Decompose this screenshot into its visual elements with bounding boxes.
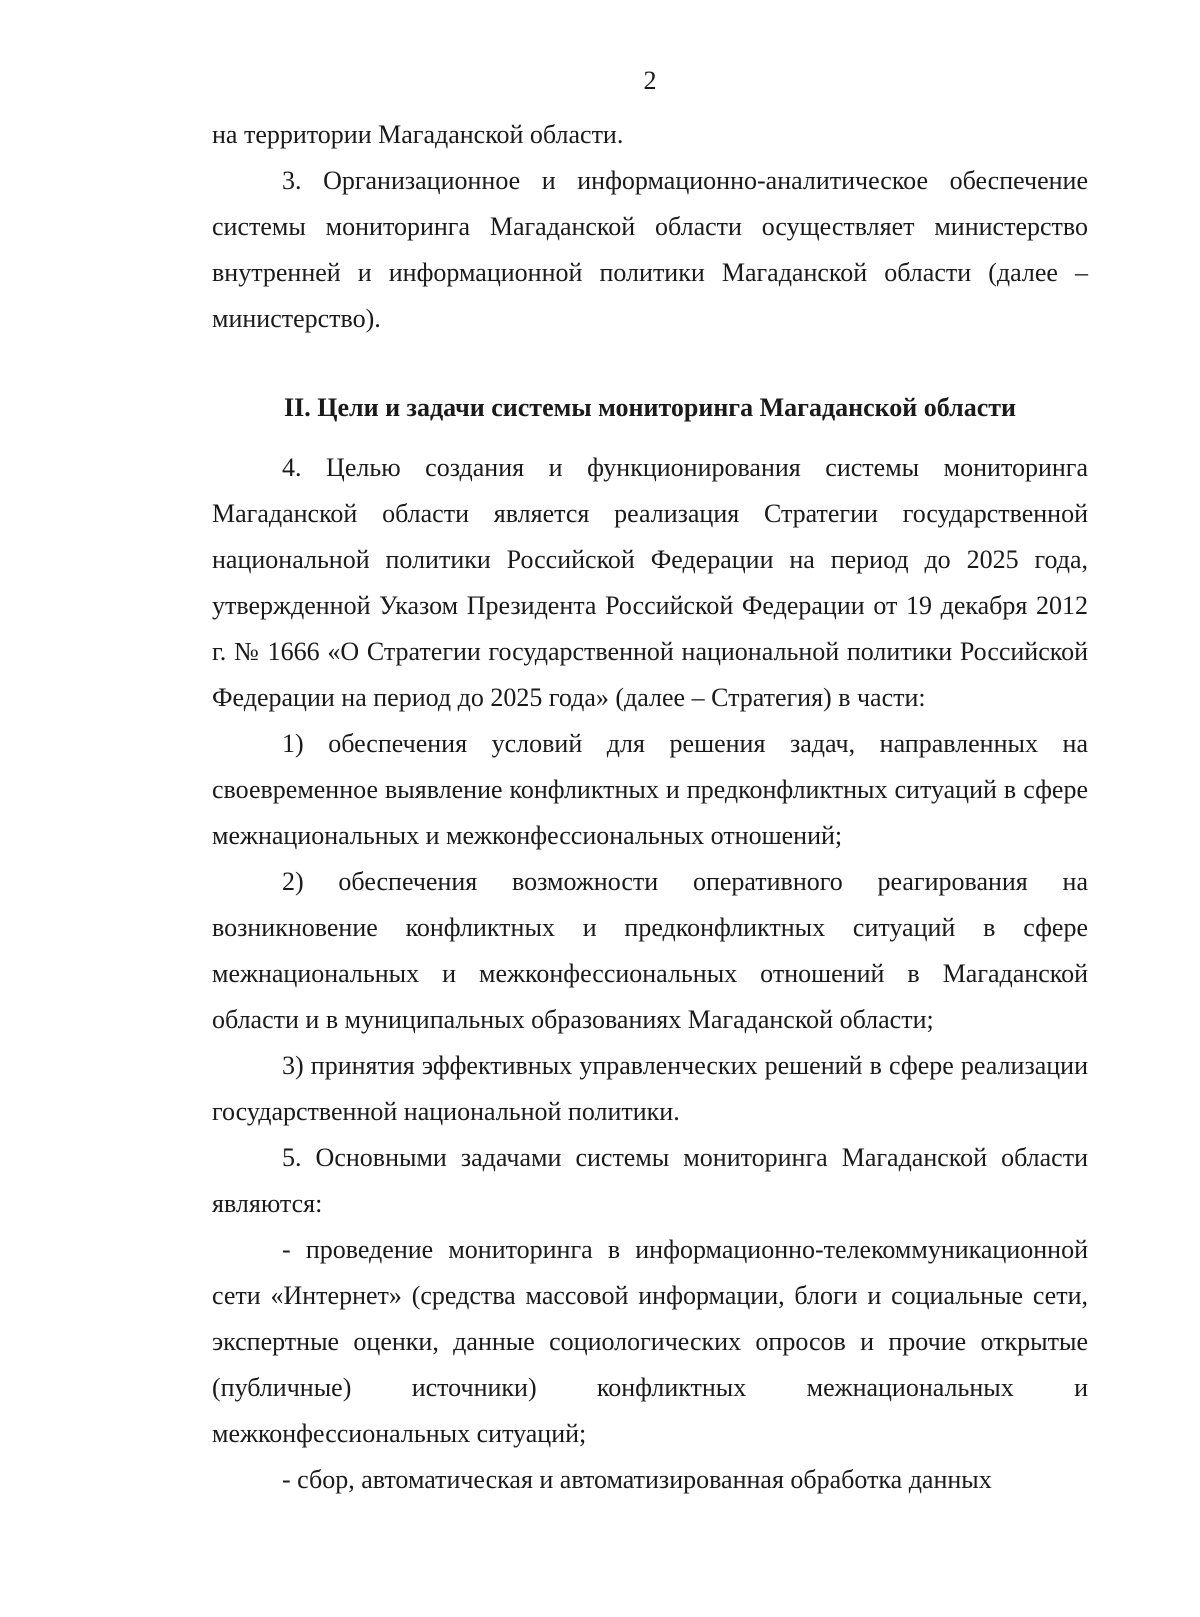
paragraph-subitem-1: 1) обеспечения условий для решения задач, направленных на своевременное выявление конфликтных и предконфликтных ситуаций в сфере межнациональных и межконфессиональных отношений; <box>212 729 1088 850</box>
paragraph-continuation: на территории Магаданской области. <box>212 120 624 149</box>
paragraph-item-3: 3. Организационное и информационно-аналитическое обеспечение системы мониторинга Магаданской области осуществляет министерство внутренней и информационной политики Магаданской области (далее – министерство). <box>212 166 1088 333</box>
paragraph-item-4: 4. Целью создания и функционирования системы мониторинга Магаданской области является реализация Стратегии государственной национальной политики Российской Федерации на период до 2025 года, утвержденной Указом Президента Российской Федерации от 19 декабря 2012 г. № 1666 «О Стратегии государственной национальной политики Российской Федерации на период до 2025 года» (далее – Стратегия) в части: <box>212 453 1088 712</box>
paragraph-task-data-collection: - сбор, автоматическая и автоматизированная обработка данных <box>282 1465 992 1494</box>
document-text-top <box>212 112 1088 342</box>
paragraph-task-monitoring: - проведение мониторинга в информационно-телекоммуникационной сети «Интернет» (средства массовой информации, блоги и социальные сети, экспертные оценки, данные социологических опросов и прочие открытые (публичные) источники) конфликтных межнациональных и межконфессиональных ситуаций; <box>212 1235 1088 1448</box>
paragraph-subitem-3: 3) принятия эффективных управленческих решений в сфере реализации государственной национальной политики. <box>212 1051 1088 1126</box>
paragraph-subitem-2: 2) обеспечения возможности оперативного реагирования на возникновение конфликтных и предконфликтных ситуаций в сфере межнациональных и межконфессиональных отношений в Магаданской области и в муниципальных образованиях Магаданской области; <box>212 867 1088 1034</box>
section-heading: II. Цели и задачи системы мониторинга Магаданской области <box>284 393 1016 422</box>
page-number: 2 <box>643 66 657 95</box>
paragraph-item-5: 5. Основными задачами системы мониторинга Магаданской области являются: <box>212 1143 1088 1218</box>
document-text-goals <box>212 445 1088 1503</box>
